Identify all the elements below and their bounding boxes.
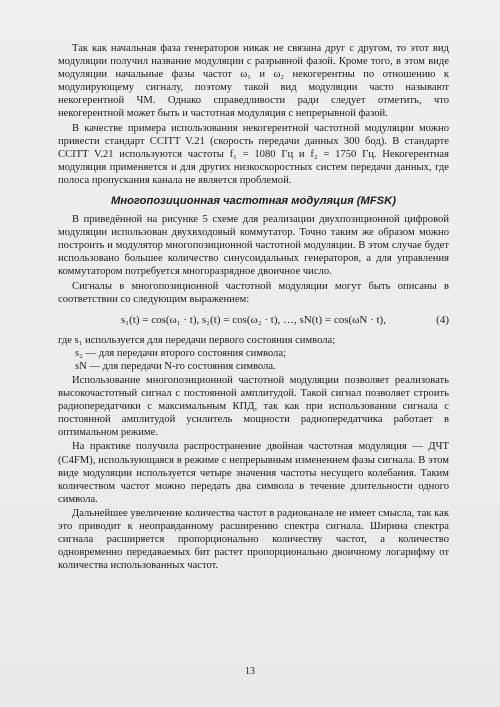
page-number: 13 xyxy=(245,666,255,677)
page-content xyxy=(58,42,449,573)
paragraph: В качестве примера использования некогерентной частотной модуляции можно привести стандарт CCITT V.21 (скорость передачи данных 300 бод). В стандарте CCITT V.21 используются частоты f₁ = 1080 Гц и f₂ = 1750 Гц. Некогерентная модуляция применяется и для других низкоскоростных систем передачи данных, где полоса пропускания канала не является проблемой. xyxy=(58,122,449,186)
section-heading: Многопозиционная частотная модуляция (MFSK) xyxy=(111,195,396,208)
paragraph: Использование многопозиционной частотной модуляции позволяет реализовать высокочастотный сигнал с постоянной амплитудой. Такой сигнал позволяет строить радиопередатчики с максимальным КПД, так как при использовании сигнала с постоянной амплитудой усилитель мощности радиопередатчика работает в оптимальном режиме. xyxy=(58,374,449,439)
equation-expression: s₁(t) = cos(ω₁ · t), s₂(t) = cos(ω₂ · t), …, sN(t) = cos(ωN · t), xyxy=(121,313,386,326)
paragraph: Так как начальная фаза генераторов никак не связана друг с другом, то этот вид модуляции получил название модуляции с разрывной фазой. Кроме того, в этом виде модуляции начальные фазы частот ω₁ и ω₂ некогерентны по отношению к модулирующему сигналу, поэтому такой вид модуляции часто называют некогерентной ЧМ. Однако справедливости ради следует отметить, что некогерентной может быть и частотная модуляция с непрерывной фазой. xyxy=(58,43,449,120)
symbol-definitions xyxy=(58,334,449,373)
equation xyxy=(58,308,449,334)
paragraph: На практике получила распространение двойная частотная модуляция — ДЧТ (C4FM), использующаяся в режиме с непрерывным изменением фазы сигнала. В этом виде модуляции используется четыре значения частоты несущего колебания. Таким количеством частот можно передать два символа в течение длительности одного символа. xyxy=(58,441,449,505)
paragraph: В приведённой на рисунке 5 схеме для реализации двухпозиционной цифровой модуляции использован двухвходовый коммутатор. Точно таким же образом можно построить и модулятор многопозиционной частотной модуляции. В этом случае будет использовано большее количество синусоидальных генераторов, а для управления коммутатором потребуется многоразрядное двоичное число. xyxy=(58,214,449,278)
definition-line: где s₁ используется для передачи первого состояния символа; xyxy=(58,334,336,346)
definition-line: sN — для передачи N-го состояния символа. xyxy=(75,360,276,372)
paragraph: Дальнейшее увеличение количества частот в радиоканале не имеет смысла, так как это приводит к неоправданному расширению спектра сигнала. Ширина спектра сигнала расширяется пропорционально количеству частот, а количество одновременно передаваемых бит растет пропорционально двоичному логарифму от количества использованных частот. xyxy=(58,507,449,572)
equation-number: (4) xyxy=(436,313,449,326)
definition-line: s₂ — для передачи второго состояния символа; xyxy=(75,347,286,359)
paragraph: Сигналы в многопозиционной частотной модуляции могут быть описаны в соответствии со следующим выражением: xyxy=(58,280,449,305)
